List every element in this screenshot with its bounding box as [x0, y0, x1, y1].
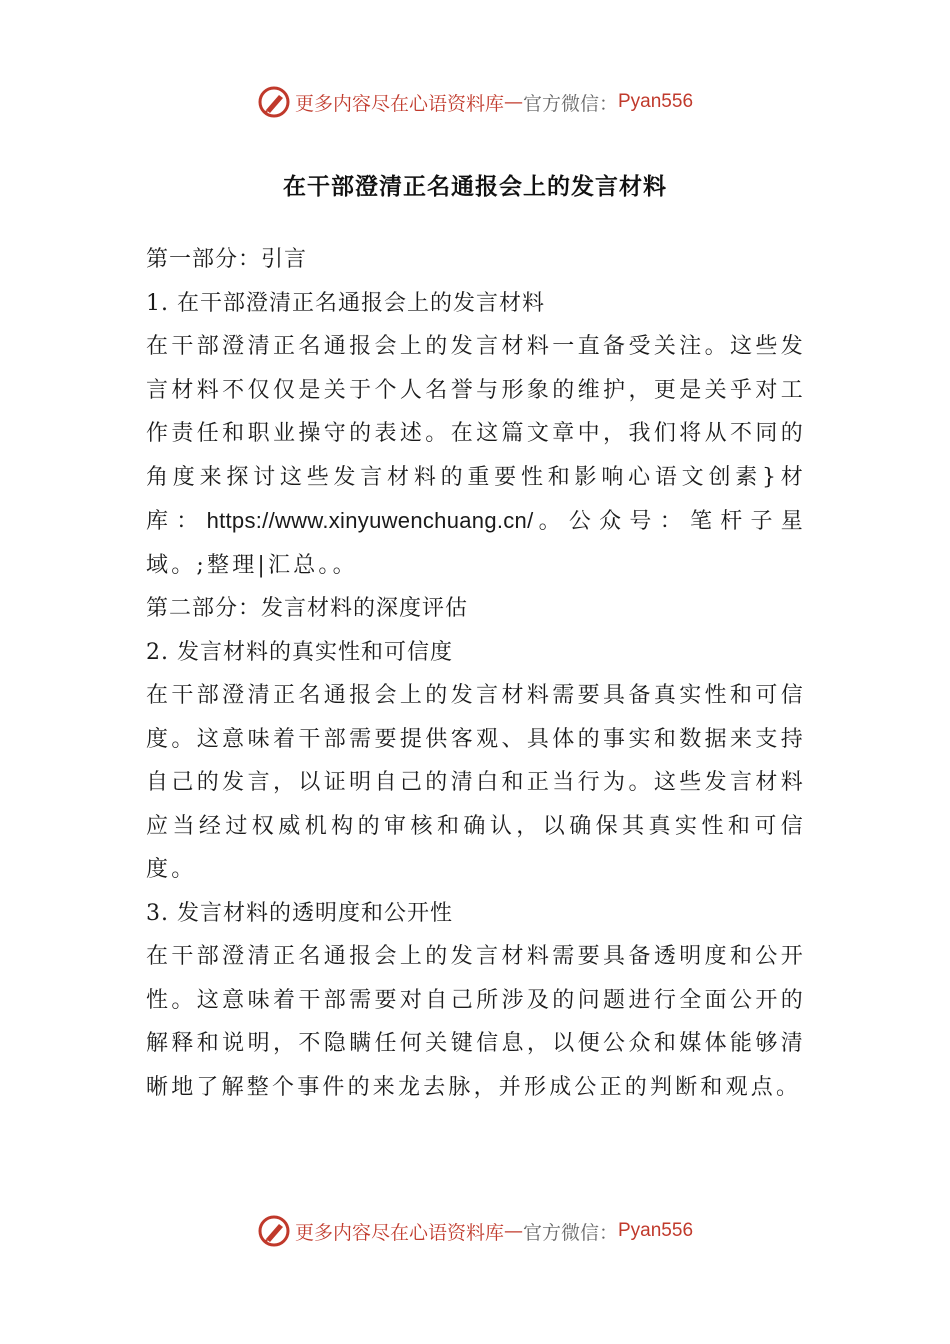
item3-heading: 3. 发言材料的透明度和公开性 [146, 900, 453, 926]
item1-heading: 1. 在干部澄清正名通报会上的发言材料 [146, 290, 545, 316]
item1-text-b: 。公众号：笔杆子星域。;整理|汇总。。 [146, 509, 806, 578]
banner-brand: 更多内容尽在心语资料库 [294, 92, 504, 115]
item1-paragraph [146, 325, 806, 587]
banner-wechat-id: Pyan556 [618, 1220, 694, 1241]
banner-brand: 更多内容尽在心语资料库 [294, 1221, 504, 1244]
item2-heading: 2. 发言材料的真实性和可信度 [146, 639, 453, 665]
part1-heading: 第一部分：引言 [146, 247, 308, 272]
banner-official-label: 官方微信： [522, 1221, 618, 1244]
banner-separator: — [503, 91, 523, 113]
part2-heading: 第二部分：发言材料的深度评估 [146, 596, 469, 621]
footer-banner [0, 1211, 950, 1251]
document-body [146, 238, 806, 1109]
source-url-link[interactable]: https://www.xinyuwenchuang.cn/ [206, 508, 534, 533]
item1-text-a: 在干部澄清正名通报会上的发言材料一直备受关注。这些发言材料不仅仅是关于个人名誉与形象的维护，更是关乎对工作责任和职业操守的表述。在这篇文章中，我们将从不同的角度来探讨这些发言材料的重要性和影响心语文创素}材库： [146, 334, 806, 534]
banner-official-label: 官方微信： [522, 92, 618, 115]
pen-nib-logo-icon [257, 1214, 291, 1248]
item3-paragraph: 在干部澄清正名通报会上的发言材料需要具备透明度和公开性。这意味着干部需要对自己所涉及的问题进行全面公开的解释和说明，不隐瞒任何关键信息，以便公众和媒体能够清晰地了解整个事件的来龙去脉，并形成公正的判断和观点。 [146, 944, 806, 1100]
pen-nib-logo-icon [257, 85, 291, 119]
item2-paragraph: 在干部澄清正名通报会上的发言材料需要具备真实性和可信度。这意味着干部需要提供客观、具体的事实和数据来支持自己的发言，以证明自己的清白和正当行为。这些发言材料应当经过权威机构的审核和确认，以确保其真实性和可信度。 [146, 683, 806, 882]
banner-wechat-id: Pyan556 [618, 91, 694, 112]
document-title: 在干部澄清正名通报会上的发言材料 [283, 174, 667, 200]
header-banner [0, 82, 950, 122]
banner-separator: — [503, 1220, 523, 1242]
